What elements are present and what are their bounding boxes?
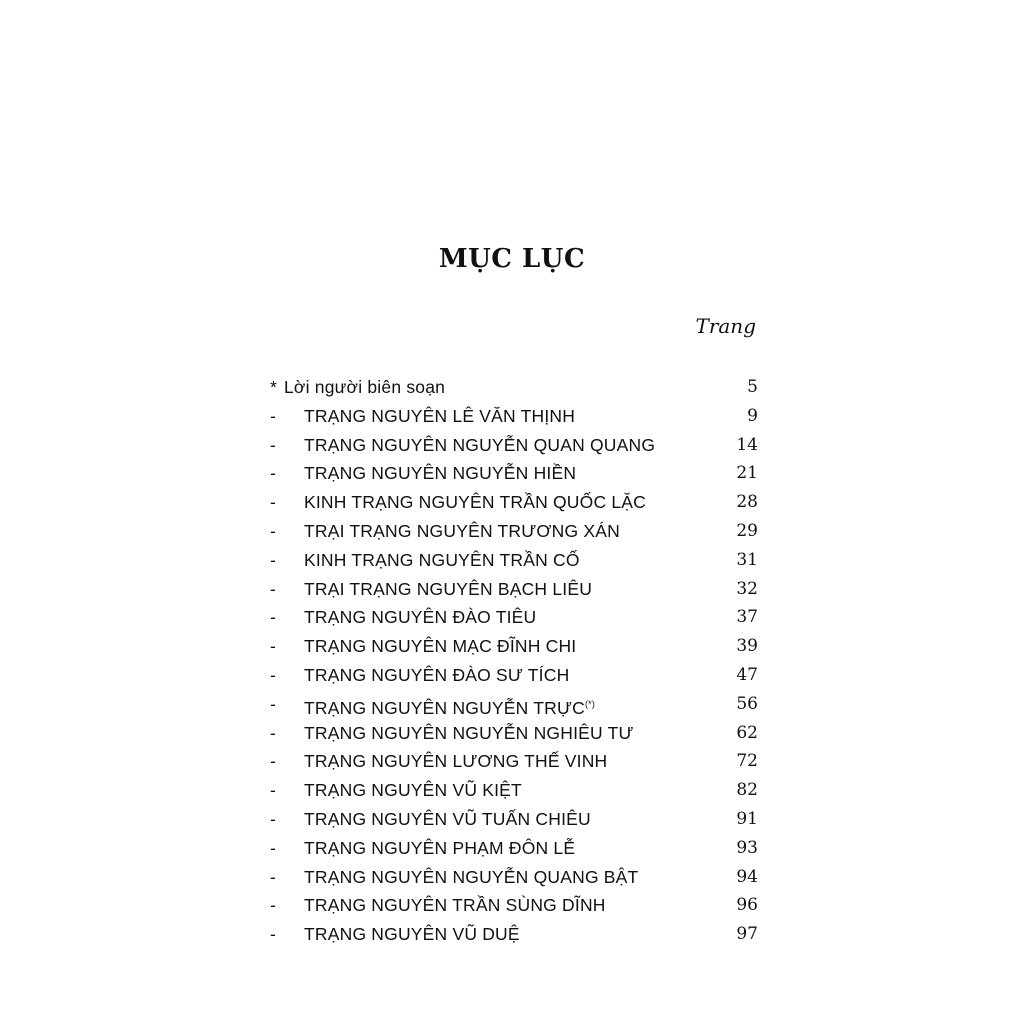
toc-marker: - (270, 895, 276, 916)
toc-entry (304, 863, 638, 892)
toc-entry (304, 546, 580, 575)
toc-entry-title: TRẠNG NGUYÊN ĐÀO TIÊU (304, 607, 537, 628)
toc-entry-title: TRẠNG NGUYÊN NGUYỄN NGHIÊU TƯ (304, 722, 634, 743)
toc-entry (304, 920, 520, 949)
toc-row (270, 517, 758, 546)
toc-entry (304, 805, 591, 834)
toc-row (270, 459, 758, 488)
toc-row (270, 719, 758, 748)
toc-page-number: 29 (736, 520, 758, 541)
toc-row (270, 747, 758, 776)
toc-entry-title: TRẠNG NGUYÊN VŨ TUẤN CHIÊU (304, 808, 591, 829)
toc-entry-title: TRẠNG NGUYÊN LƯƠNG THẾ VINH (304, 751, 608, 772)
toc-entry (304, 891, 606, 920)
page-title: MỤC LỤC (438, 244, 586, 274)
toc-row (270, 661, 758, 690)
toc-page-number: 72 (736, 751, 758, 772)
toc-entry-title: KINH TRẠNG NGUYÊN TRẦN QUỐC LẶC (304, 492, 646, 513)
toc-marker: - (270, 492, 276, 513)
toc-row (270, 690, 758, 719)
toc-page-number: 14 (736, 434, 758, 455)
toc-page-number: 28 (736, 492, 758, 513)
toc-page-number: 62 (736, 722, 758, 743)
toc-entry-title: TRẠNG NGUYÊN PHẠM ĐÔN LỄ (304, 837, 576, 858)
toc-page-number: 5 (747, 377, 758, 397)
toc-row (270, 863, 758, 892)
toc-entry (304, 517, 620, 546)
toc-entry-title: TRẠNG NGUYÊN VŨ KIỆT (304, 780, 522, 801)
toc-row (270, 402, 758, 431)
toc-entry (304, 402, 575, 431)
toc-marker: - (270, 866, 276, 887)
toc-marker: - (270, 636, 276, 657)
toc-entry (304, 575, 592, 604)
toc-entry-title: TRẠNG NGUYÊN MẠC ĐĨNH CHI (304, 636, 577, 657)
toc-entry-title: TRẠNG NGUYÊN NGUYỄN QUANG BẬT (304, 866, 639, 887)
toc-row (270, 891, 758, 920)
toc-entry-title: TRẠNG NGUYÊN TRẦN SÙNG DĨNH (304, 895, 606, 916)
toc-entry-title: TRẠNG NGUYÊN LÊ VĂN THỊNH (304, 405, 576, 426)
toc-page-number: 31 (736, 549, 758, 570)
toc-entry (304, 632, 576, 661)
toc-page-number: 82 (736, 780, 758, 801)
toc-marker: - (270, 837, 276, 858)
toc-entry (304, 603, 536, 632)
toc-entry-title: TRẠI TRẠNG NGUYÊN BẠCH LIÊU (304, 578, 593, 599)
toc-page-number: 47 (736, 664, 758, 685)
toc-marker: - (270, 780, 276, 801)
toc-entry (304, 834, 575, 863)
toc-marker: - (270, 808, 276, 829)
toc-row (270, 488, 758, 517)
toc-entry-title: TRẠNG NGUYÊN NGUYỄN HIỀN (304, 463, 577, 484)
toc-marker: * (270, 377, 277, 397)
toc-entry (304, 747, 607, 776)
toc-entry-title: TRẠNG NGUYÊN NGUYỄN QUAN QUANG (304, 434, 656, 455)
toc-marker: - (270, 520, 276, 541)
toc-row (270, 776, 758, 805)
toc-marker: - (270, 578, 276, 599)
toc-row (270, 546, 758, 575)
toc-marker: - (270, 434, 276, 455)
toc-row (270, 575, 758, 604)
toc-page-number: 32 (736, 578, 758, 599)
toc-page-number: 37 (736, 607, 758, 628)
toc-page-number: 91 (736, 808, 758, 829)
toc-entry (304, 459, 576, 488)
toc-entry (304, 719, 634, 748)
toc-page-number: 39 (736, 636, 758, 657)
toc-entry-title: Lời người biên soạn (284, 377, 446, 397)
toc-marker: - (270, 693, 276, 714)
toc-entry (304, 776, 522, 805)
page-column-label: Trang (695, 314, 756, 338)
toc-page-number: 93 (736, 837, 758, 858)
toc-marker: - (270, 722, 276, 743)
toc-entry-title: TRẠNG NGUYÊN VŨ DUỆ (304, 924, 520, 945)
toc-marker: - (270, 549, 276, 570)
toc-entry-title: TRẠNG NGUYÊN ĐÀO SƯ TÍCH (304, 664, 570, 685)
toc-row (270, 632, 758, 661)
toc-marker: - (270, 607, 276, 628)
toc-row (270, 431, 758, 460)
toc-row (270, 920, 758, 949)
toc-page-number: 9 (747, 405, 758, 426)
toc-marker: - (270, 664, 276, 685)
footnote-marker: (*) (584, 698, 596, 709)
toc-page-number: 96 (736, 895, 758, 916)
toc-row (270, 805, 758, 834)
toc-page-number: 56 (736, 693, 758, 714)
toc-marker: - (270, 924, 276, 945)
toc-marker: - (270, 405, 276, 426)
toc-entry (304, 431, 655, 460)
toc-list (270, 373, 758, 949)
toc-page-number: 94 (736, 866, 758, 887)
toc-marker: - (270, 463, 276, 484)
toc-entry (304, 661, 569, 690)
toc-page-number: 97 (736, 924, 758, 945)
toc-page-number: 21 (736, 463, 758, 484)
toc-row (270, 603, 758, 632)
toc-marker: - (270, 751, 276, 772)
toc-intro-row (270, 373, 758, 402)
toc-entry-title: TRẠI TRẠNG NGUYÊN TRƯƠNG XÁN (304, 520, 620, 541)
toc-entry (304, 488, 646, 517)
toc-entry-title: KINH TRẠNG NGUYÊN TRẦN CỐ (304, 549, 580, 570)
toc-row (270, 834, 758, 863)
toc-entry-title: TRẠNG NGUYÊN NGUYỄN TRỰC (304, 697, 585, 718)
